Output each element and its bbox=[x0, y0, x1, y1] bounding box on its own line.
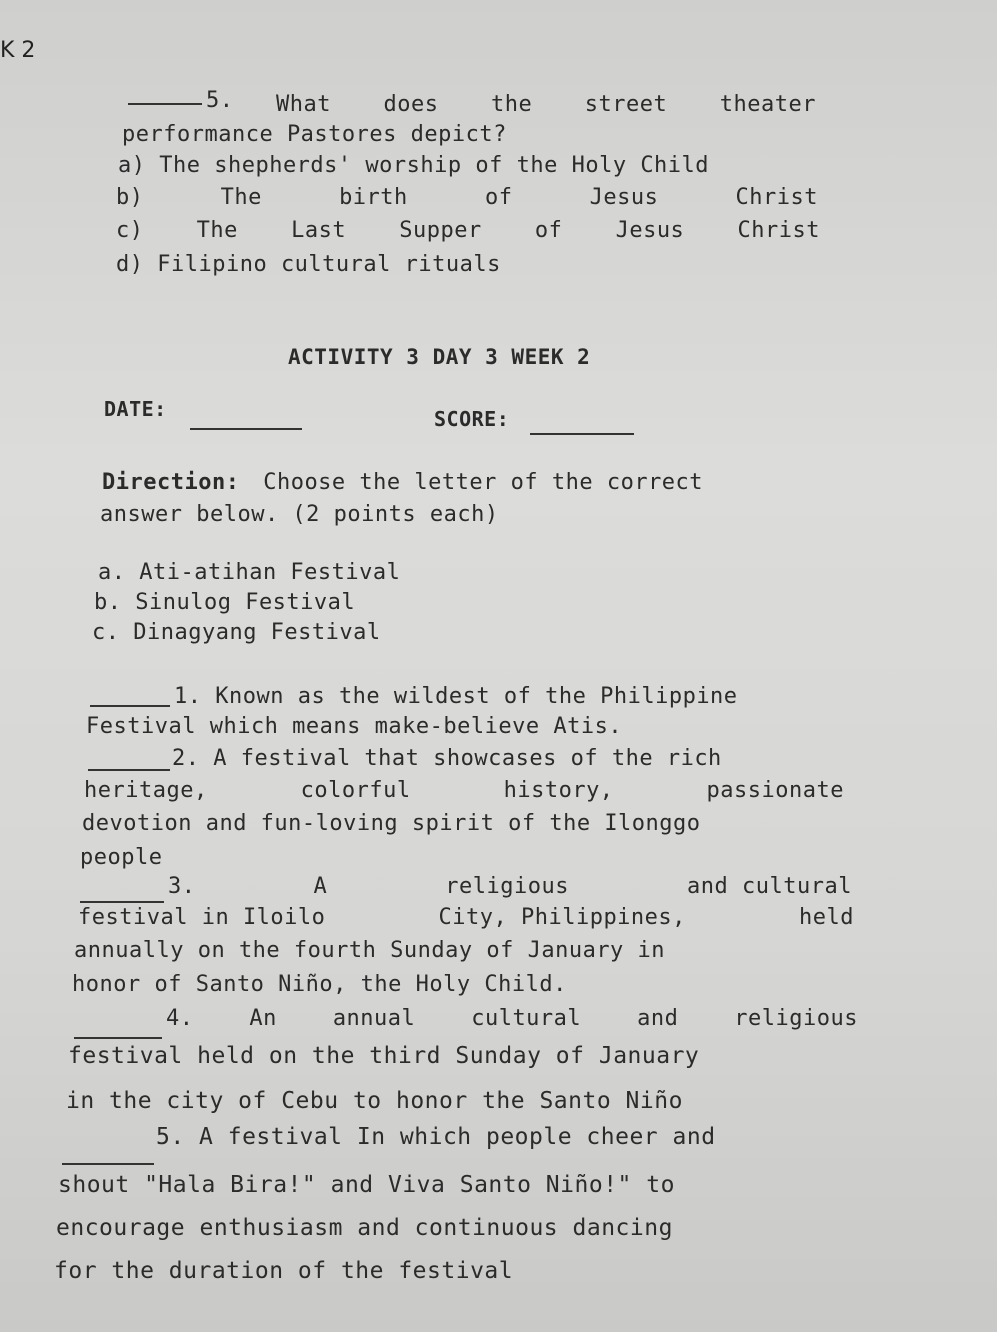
item4-line1: 4. An annual cultural and religious bbox=[166, 1006, 858, 1031]
direction-label: Direction: bbox=[102, 470, 240, 495]
choice-c: c. Dinagyang Festival bbox=[92, 620, 381, 645]
answer-blank-item5[interactable] bbox=[62, 1163, 154, 1165]
item1-line1: 1. Known as the wildest of the Philippine bbox=[174, 684, 738, 709]
choice-a: a. Ati-atihan Festival bbox=[98, 560, 401, 585]
item5-line2: shout "Hala Bira!" and Viva Santo Niño!" to bbox=[58, 1172, 675, 1198]
answer-blank-q5[interactable] bbox=[128, 103, 202, 105]
item5-line4: for the duration of the festival bbox=[54, 1258, 514, 1284]
item4-line3: in the city of Cebu to honor the Santo Niño bbox=[66, 1088, 683, 1114]
q5-question-line2: performance Pastores depict? bbox=[122, 122, 507, 147]
date-blank[interactable] bbox=[190, 428, 302, 430]
date-label: DATE: bbox=[104, 397, 167, 421]
q5-option-c: c) The Last Supper of Jesus Christ bbox=[116, 218, 820, 243]
item3-line4: honor of Santo Niño, the Holy Child. bbox=[72, 972, 567, 997]
item5-line3: encourage enthusiasm and continuous dancing bbox=[56, 1215, 673, 1241]
item2-line2: heritage, colorful history, passionate bbox=[84, 778, 844, 803]
answer-blank-item1[interactable] bbox=[90, 705, 170, 707]
activity-title: ACTIVITY 3 DAY 3 WEEK 2 bbox=[288, 345, 591, 369]
item2-line3: devotion and fun-loving spirit of the Ilonggo bbox=[82, 811, 701, 836]
answer-blank-item4[interactable] bbox=[74, 1037, 162, 1039]
score-label: SCORE: bbox=[434, 407, 510, 431]
answer-blank-item3[interactable] bbox=[80, 901, 164, 903]
item4-line2: festival held on the third Sunday of January bbox=[68, 1043, 700, 1069]
item5-line1: 5. A festival In which people cheer and bbox=[156, 1124, 716, 1150]
q5-option-a: a) The shepherds' worship of the Holy Child bbox=[118, 153, 710, 178]
item2-line1: 2. A festival that showcases of the rich bbox=[172, 746, 722, 771]
direction-line1: Direction: Choose the letter of the correct bbox=[102, 470, 704, 495]
q5-option-b: b) The birth of Jesus Christ bbox=[116, 185, 818, 210]
item3-line1: 3. A religious and cultural bbox=[168, 874, 852, 899]
item2-line4: people bbox=[80, 845, 163, 870]
q5-question-line1: What does the street theater bbox=[276, 92, 816, 117]
item3-line2: festival in Iloilo City, Philippines, held bbox=[78, 905, 854, 930]
q5-option-d: d) Filipino cultural rituals bbox=[116, 252, 501, 277]
direction-line2: answer below. (2 points each) bbox=[100, 502, 499, 527]
q5-number: 5. bbox=[206, 88, 234, 113]
item3-line3: annually on the fourth Sunday of January in bbox=[74, 938, 666, 963]
score-blank[interactable] bbox=[530, 433, 634, 435]
choice-b: b. Sinulog Festival bbox=[94, 590, 356, 615]
page-header-mark: K 2 bbox=[0, 38, 36, 63]
item1-line2: Festival which means make-believe Atis. bbox=[86, 714, 623, 739]
answer-blank-item2[interactable] bbox=[88, 769, 170, 771]
